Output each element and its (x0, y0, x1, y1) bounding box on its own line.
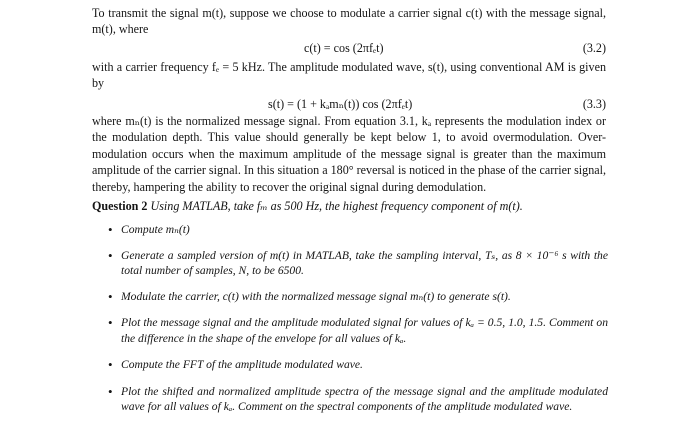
question-text: Using MATLAB, take fₘ as 500 Hz, the highest frequency component of m(t). (150, 199, 523, 213)
equation-number-3-3: (3.3) (582, 97, 606, 111)
equation-number-3-2: (3.2) (582, 41, 606, 55)
list-item: • Modulate the carrier, c(t) with the normalized message signal mₙ(t) to generate s(t). (108, 288, 511, 304)
paragraph-carrier: with a carrier frequency fₑ = 5 kHz. The amplitude modulated wave, s(t), using conventional AM is given by (92, 60, 606, 91)
paragraph-modulation-index: where mₙ(t) is the normalized message signal. From equation 3.1, kₐ represents the modulation index or the modulation depth. This value should generally be kept below 1, to avoid overmodulation. Over-modulation occurs when the maximum amplitude of the message signal is greater than the maximum amplitude of the carrier signal. In this situation a 180° reversal is noticed in the phase of the carrier signal, thereby, hampering the ability to recover the original signal during demodulation. (92, 114, 606, 194)
paragraph-intro: To transmit the signal m(t), suppose we choose to modulate a carrier signal c(t) with the message signal, m(t), where (92, 6, 606, 37)
question-heading (92, 198, 612, 214)
list-item: • Plot the shifted and normalized amplitude spectra of the message signal and the amplitude modulated wave for all values of kₐ. Comment on the spectral components of the amplitude modulated wave. (108, 383, 608, 413)
equation-3-2: c(t) = cos (2πfₑt) (304, 41, 384, 55)
list-item: • Generate a sampled version of m(t) in MATLAB, take the sampling interval, Tₛ, as 8 × 10⁻⁶ s with the total number of samples, N, to be 6500. (108, 247, 608, 277)
equation-3-3: s(t) = (1 + kₐmₙ(t)) cos (2πfₑt) (268, 97, 413, 111)
list-item: • Plot the message signal and the amplitude modulated signal for values of kₐ = 0.5, 1.0, 1.5. Comment on the difference in the shape of the envelope for all values of kₐ. (108, 315, 608, 345)
question-label: Question 2 (92, 199, 148, 213)
list-item: • Compute the FFT of the amplitude modulated wave. (108, 357, 363, 372)
list-item: • Compute mₙ(t) (108, 222, 190, 237)
task-list (108, 222, 608, 415)
